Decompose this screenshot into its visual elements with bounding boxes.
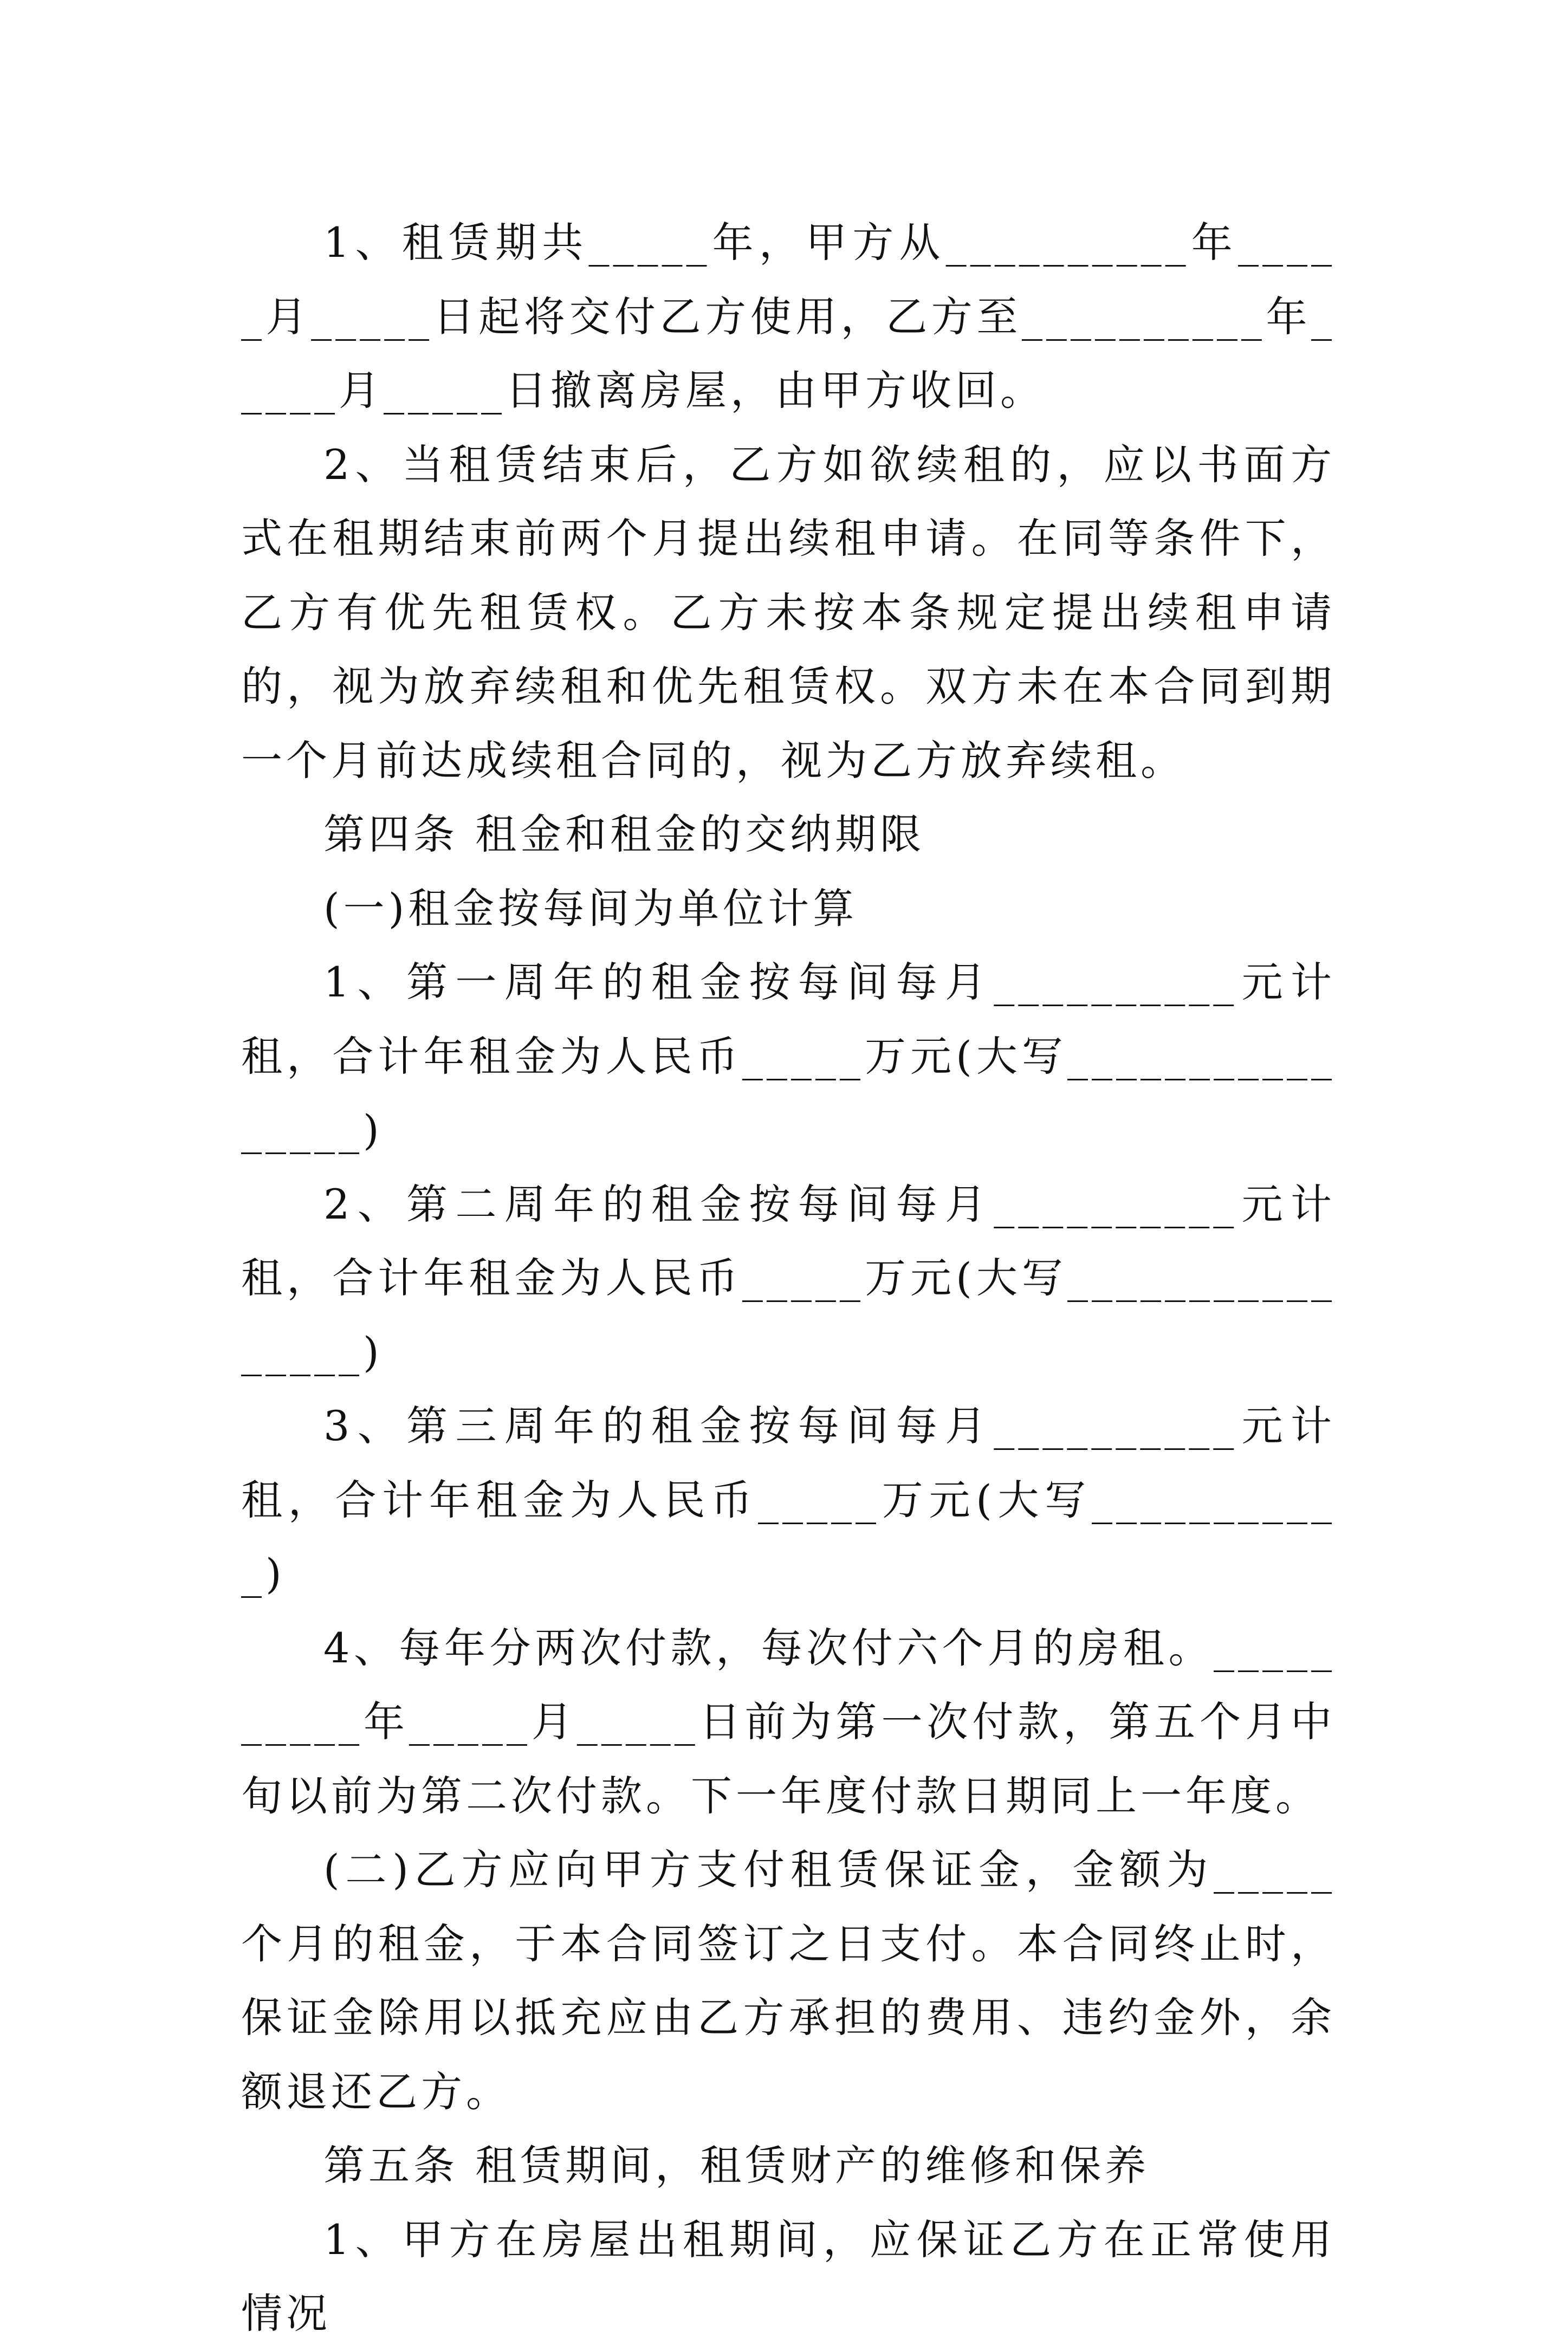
article-5-heading: 第五条 租赁期间，租赁财产的维修和保养 xyxy=(323,2141,1150,2190)
clause-maintenance: 1、甲方在房屋出租期间，应保证乙方在正常使用情况 xyxy=(241,2215,1336,2337)
article-4-heading: 第四条 租金和租金的交纳期限 xyxy=(323,810,925,858)
clause-lease-term: 1、租赁期共_____年，甲方从__________年_____月_____日起将交付乙方使用，乙方至__________年_____月_____日撤离房屋，由甲方收回。 xyxy=(241,218,1336,414)
rent-unit-heading: (一)租金按每间为单位计算 xyxy=(323,884,858,932)
clause-rent-year-3: 3、第三周年的租金按每间每月__________元计租，合计年租金为人民币_____万元(大写___________) xyxy=(241,1402,1336,1598)
clause-rent-year-2: 2、第二周年的租金按每间每月__________元计租，合计年租金为人民币_____万元(大写________________) xyxy=(241,1180,1336,1376)
clause-deposit: (二)乙方应向甲方支付租赁保证金，金额为_____个月的租金，于本合同签订之日支付。本合同终止时，保证金除用以抵充应由乙方承担的费用、违约金外，余额退还乙方。 xyxy=(241,1845,1336,2116)
clause-payment-schedule: 4、每年分两次付款，每次付六个月的房租。__________年_____月_____日前为第一次付款，第五个月中旬以前为第二次付款。下一年度付款日期同上一年度。 xyxy=(241,1623,1336,1820)
clause-rent-year-1: 1、第一周年的租金按每间每月__________元计租，合计年租金为人民币_____万元(大写________________) xyxy=(241,958,1336,1154)
clause-renewal: 2、当租赁结束后，乙方如欲续租的，应以书面方式在租期结束前两个月提出续租申请。在同等条件下，乙方有优先租赁权。乙方未按本条规定提出续租申请的，视为放弃续租和优先租赁权。双方未在本合同到期一个月前达成续租合同的，视为乙方放弃续租。 xyxy=(241,440,1336,785)
document-body xyxy=(241,206,1336,2351)
